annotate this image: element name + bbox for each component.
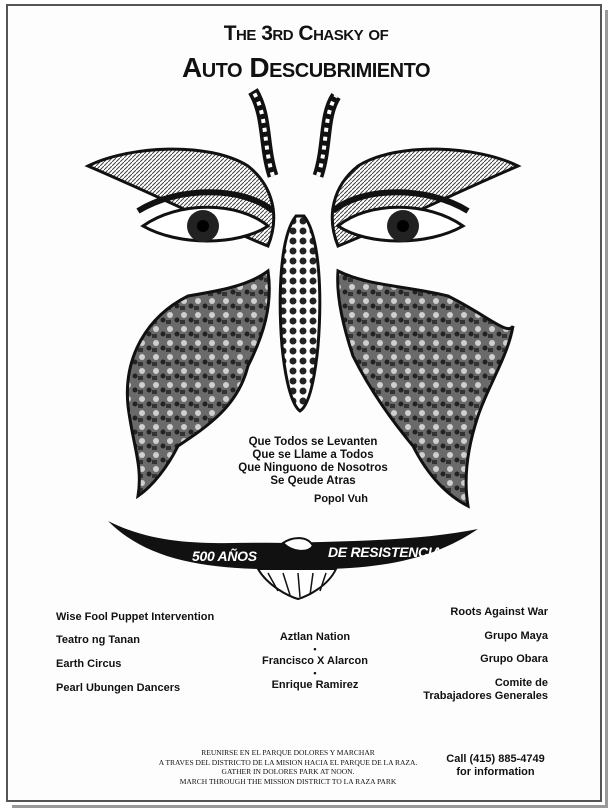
contact-phone: Call (415) 885-4749 <box>446 753 545 765</box>
performer-name: Trabajadores Generales <box>423 690 548 702</box>
performer-name: Earth Circus <box>56 658 122 670</box>
poster-page <box>6 4 602 802</box>
performer-name: Pearl Ubungen Dancers <box>56 682 181 694</box>
quote-line: Que Todos se Levanten <box>248 436 378 448</box>
left-antenna <box>253 91 273 176</box>
separator-dot: • <box>313 668 317 678</box>
footer-line: GATHER IN DOLORES PARK AT NOON. <box>221 767 355 776</box>
march-instructions <box>138 748 438 786</box>
contact-info <box>433 753 558 778</box>
footer-line: MARCH THROUGH THE MISSION DISTRICT TO LA RAZA PARK <box>179 776 397 786</box>
poster-title-line2: Auto Descubrimiento <box>182 52 430 83</box>
butterfly-body <box>280 216 320 411</box>
quote-line: Que se Llame a Todos <box>252 449 374 461</box>
separator-dot: • <box>313 644 317 654</box>
quote-block <box>228 436 398 488</box>
performer-name: Grupo Maya <box>484 630 548 642</box>
banner-resistance-text: DE RESISTENCIA <box>328 544 442 560</box>
contact-note: for information <box>456 765 535 778</box>
performer-name: Comite de <box>494 677 548 689</box>
footer-line: A TRAVES DEL DISTRICTO DE LA MISION HACIA EL PARQUE DE LA RAZA. <box>158 757 418 767</box>
footer-line: REUNIRSE EN EL PARQUE DOLORES Y MARCHAR <box>201 748 375 757</box>
quote-line: Se Qeude Atras <box>270 475 356 487</box>
performer-name: Enrique Ramirez <box>271 679 359 691</box>
performer-name: Teatro ng Tanan <box>56 634 140 646</box>
performer-name: Roots Against War <box>450 606 548 618</box>
performer-name: Francisco X Alarcon <box>262 655 368 667</box>
banner-years-text: 500 AÑOS <box>192 548 257 564</box>
performer-name: Wise Fool Puppet Intervention <box>56 611 215 623</box>
poster-title-line1: The 3rd Chasky of <box>223 22 389 45</box>
quote-line: Que Ninguono de Nosotros <box>238 462 388 474</box>
quote-attribution: Popol Vuh <box>314 493 368 505</box>
performer-name: Grupo Obara <box>480 653 548 665</box>
performer-name: Aztlan Nation <box>279 631 351 643</box>
